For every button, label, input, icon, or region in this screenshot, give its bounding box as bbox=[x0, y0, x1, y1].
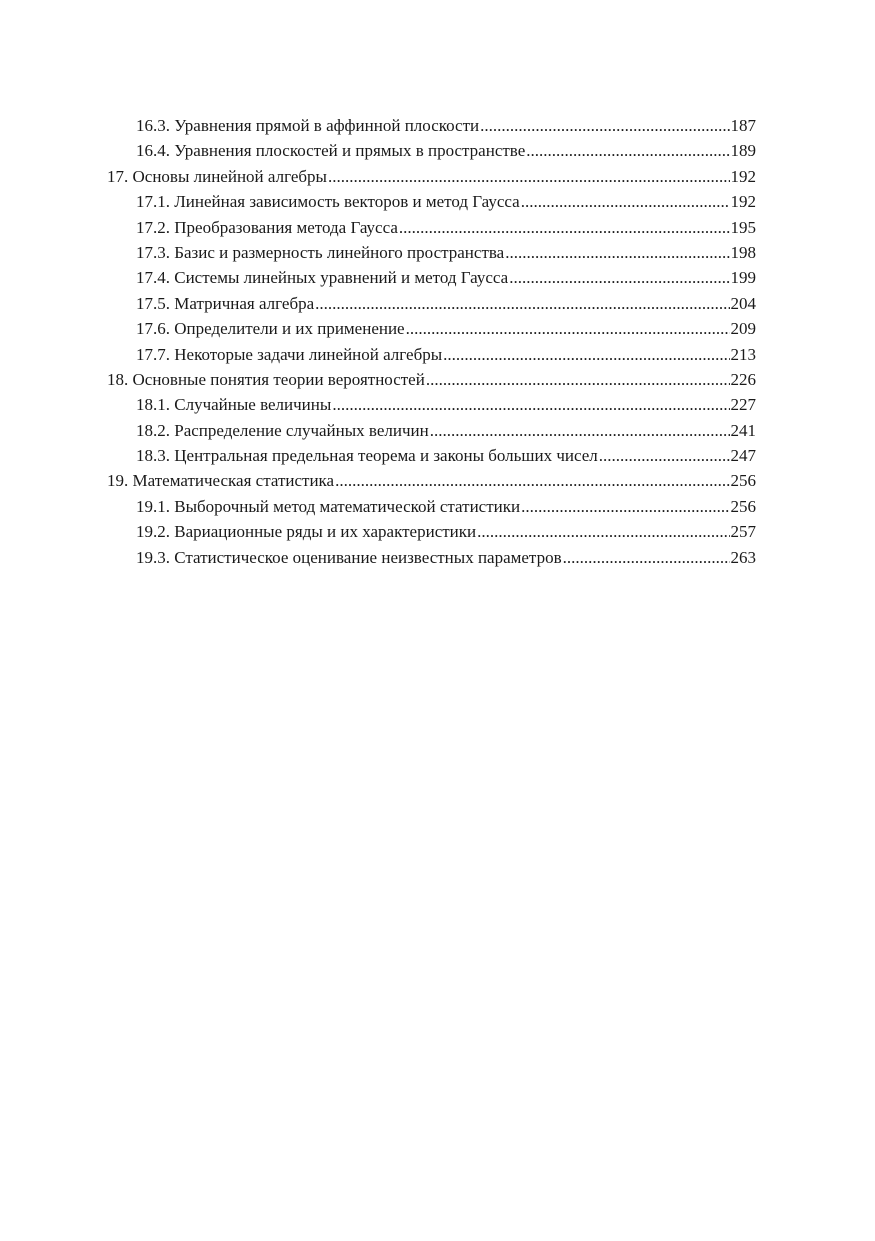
toc-entry[interactable] bbox=[107, 291, 756, 316]
toc-page-number: 257 bbox=[730, 522, 756, 542]
toc-entry-title: 17.2. Преобразования метода Гаусса bbox=[136, 217, 398, 237]
toc-dot-leader bbox=[521, 189, 730, 214]
toc-dot-leader bbox=[521, 494, 729, 519]
toc-entry-title: 17.4. Системы линейных уравнений и метод Гаусса bbox=[136, 268, 509, 288]
toc-chapter-entry[interactable] bbox=[107, 164, 756, 189]
toc-entry[interactable] bbox=[107, 342, 756, 367]
toc-entry[interactable] bbox=[107, 138, 756, 163]
toc-entry-title: 19.3. Статистическое оценивание неизвестных параметров bbox=[136, 547, 562, 567]
toc-entry[interactable] bbox=[107, 392, 756, 417]
toc-page-number: 198 bbox=[730, 242, 756, 262]
toc-entry-title: 18.2. Распределение случайных величин bbox=[136, 420, 429, 440]
toc-dot-leader bbox=[399, 215, 730, 240]
toc-dot-leader bbox=[426, 367, 730, 392]
toc-entry-title: 18.1. Случайные величины bbox=[136, 395, 332, 415]
toc-entry-title: 19.2. Вариационные ряды и их характеристики bbox=[136, 522, 477, 542]
toc-entry-title: 17.6. Определители и их применение bbox=[136, 319, 405, 339]
toc-entry-title: 17. Основы линейной алгебры bbox=[107, 166, 327, 186]
toc-entry[interactable] bbox=[107, 494, 756, 519]
toc-entry[interactable] bbox=[107, 545, 756, 570]
toc-entry[interactable] bbox=[107, 443, 756, 468]
toc-dot-leader bbox=[477, 519, 729, 544]
toc-dot-leader bbox=[509, 265, 729, 290]
toc-page-number: 199 bbox=[730, 268, 756, 288]
toc-dot-leader bbox=[406, 316, 730, 341]
toc-entry-title: 18.3. Центральная предельная теорема и законы больших чисел bbox=[136, 446, 598, 466]
toc-page-number: 213 bbox=[730, 344, 756, 364]
toc-page-number: 247 bbox=[730, 446, 756, 466]
toc-entry[interactable] bbox=[107, 215, 756, 240]
toc-dot-leader bbox=[443, 342, 729, 367]
toc-entry-title: 17.1. Линейная зависимость векторов и метод Гаусса bbox=[136, 192, 520, 212]
toc-chapter-entry[interactable] bbox=[107, 468, 756, 493]
toc-entry-title: 19.1. Выборочный метод математической статистики bbox=[136, 496, 521, 516]
toc-entry-title: 16.3. Уравнения прямой в аффинной плоскости bbox=[136, 116, 480, 135]
toc-dot-leader bbox=[480, 113, 729, 138]
toc-page-number: 256 bbox=[730, 496, 756, 516]
toc-dot-leader bbox=[430, 418, 730, 443]
toc-entry[interactable] bbox=[107, 418, 756, 443]
toc-entry[interactable] bbox=[107, 519, 756, 544]
toc-dot-leader bbox=[526, 138, 729, 163]
toc-page-number: 226 bbox=[730, 369, 756, 389]
toc-page-number: 263 bbox=[730, 547, 756, 567]
toc-dot-leader bbox=[328, 164, 730, 189]
toc-entry-title: 19. Математическая статистика bbox=[107, 471, 335, 491]
toc-entry[interactable] bbox=[107, 240, 756, 265]
toc-page-number: 209 bbox=[730, 319, 756, 339]
toc-page-number: 195 bbox=[730, 217, 756, 237]
toc-entry-title: 17.5. Матричная алгебра bbox=[136, 293, 315, 313]
toc-dot-leader bbox=[315, 291, 729, 316]
toc-page-number: 192 bbox=[730, 192, 756, 212]
toc-dot-leader bbox=[505, 240, 729, 265]
toc-dot-leader bbox=[599, 443, 730, 468]
toc-entry-title: 18. Основные понятия теории вероятностей bbox=[107, 369, 425, 389]
toc-page-number: 192 bbox=[730, 166, 756, 186]
toc-entry-title: 16.4. Уравнения плоскостей и прямых в пространстве bbox=[136, 141, 526, 161]
toc-page-number: 227 bbox=[730, 395, 756, 415]
toc-page-number: 187 bbox=[730, 116, 756, 135]
toc-page-number: 241 bbox=[730, 420, 756, 440]
toc-dot-leader bbox=[332, 392, 729, 417]
toc-entry[interactable] bbox=[107, 316, 756, 341]
toc-chapter-entry[interactable] bbox=[107, 367, 756, 392]
toc-page-number: 256 bbox=[730, 471, 756, 491]
toc-entry[interactable] bbox=[107, 189, 756, 214]
toc-page-number: 189 bbox=[730, 141, 756, 161]
table-of-contents bbox=[107, 113, 756, 570]
toc-dot-leader bbox=[563, 545, 730, 570]
toc-entry[interactable] bbox=[107, 113, 756, 138]
toc-page-number: 204 bbox=[730, 293, 756, 313]
toc-entry-title: 17.3. Базис и размерность линейного пространства bbox=[136, 242, 505, 262]
toc-entry[interactable] bbox=[107, 265, 756, 290]
toc-dot-leader bbox=[335, 468, 729, 493]
toc-entry-title: 17.7. Некоторые задачи линейной алгебры bbox=[136, 344, 443, 364]
